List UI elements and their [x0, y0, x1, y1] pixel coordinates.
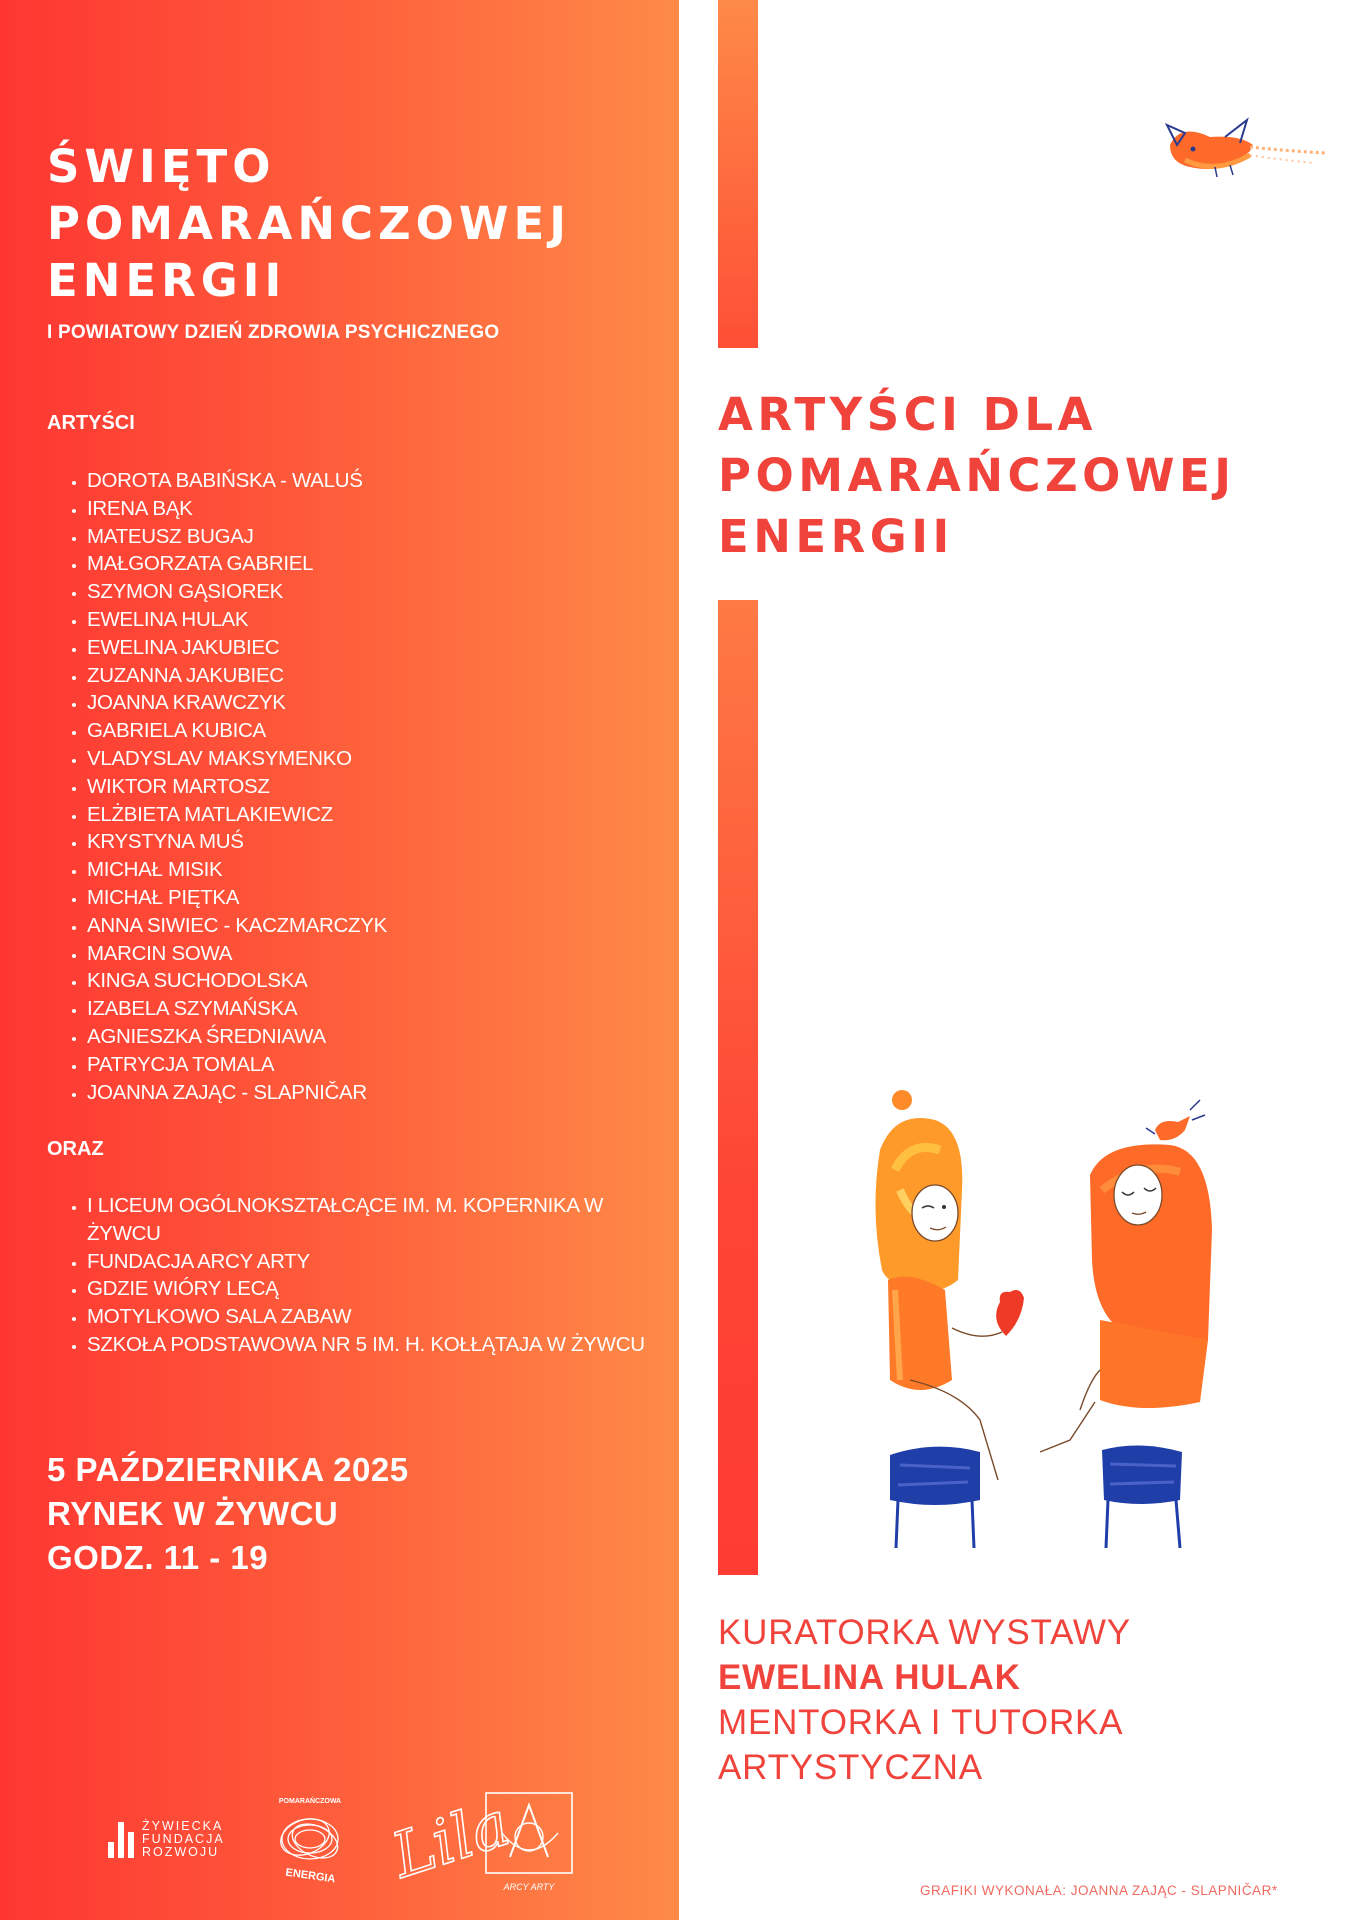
logo-pe-top-text: POMARAŃCZOWA: [278, 1798, 342, 1805]
list-item: • EWELINA JAKUBIEC: [87, 634, 607, 662]
title-line: POMARAŃCZOWEJ: [47, 197, 572, 250]
sponsor-logos: [100, 1785, 600, 1895]
list-item: • EWELINA HULAK: [87, 606, 607, 634]
list-item: • I LICEUM OGÓLNOKSZTAŁCĄCE IM. M. KOPERNIKA W ŻYWCU: [87, 1192, 677, 1248]
graphics-credit: GRAFIKI WYKONAŁA: JOANNA ZAJĄC - SLAPNIČAR*: [920, 1883, 1278, 1898]
event-details: [47, 1448, 409, 1580]
artists-list: [58, 467, 607, 1106]
list-item: • IZABELA SZYMAŃSKA: [87, 995, 607, 1023]
lila-logo: [382, 1785, 518, 1895]
list-item: • SZKOŁA PODSTAWOWA NR 5 IM. H. KOŁŁĄTAJA W ŻYWCU: [87, 1331, 677, 1359]
list-item: • MICHAŁ PIĘTKA: [87, 884, 607, 912]
curator-description: MENTORKA I TUTORKA: [718, 1703, 1124, 1742]
title-line: ŚWIĘTO: [47, 140, 276, 193]
pomaranczowa-energia-logo: [265, 1787, 355, 1892]
accent-bar-bottom: [718, 600, 758, 1575]
list-item: • MICHAŁ MISIK: [87, 856, 607, 884]
list-item: • FUNDACJA ARCY ARTY: [87, 1248, 677, 1276]
title-line: ENERGII: [47, 254, 287, 307]
logo-pe-bottom-text: ENERGIA: [284, 1866, 337, 1886]
arcy-arty-logo-text: ARCY ARTY: [503, 1882, 555, 1892]
list-item: • MAŁGORZATA GABRIEL: [87, 550, 607, 578]
list-item: • ANNA SIWIEC - KACZMARCZYK: [87, 912, 607, 940]
curator-role: KURATORKA WYSTAWY: [718, 1613, 1131, 1652]
list-item: • MATEUSZ BUGAJ: [87, 523, 607, 551]
two-figures-illustration: [840, 1080, 1270, 1555]
logo-text-line: ROZWOJU: [142, 1845, 220, 1859]
list-item: • VLADYSLAV MAKSYMENKO: [87, 745, 607, 773]
exhibition-title: [718, 384, 1236, 567]
list-item: • JOANNA KRAWCZYK: [87, 689, 607, 717]
title-line: POMARAŃCZOWEJ: [718, 449, 1236, 502]
logo-text-line: ŻYWIECKA: [142, 1819, 224, 1833]
curator-name: EWELINA HULAK: [718, 1658, 1021, 1697]
event-subtitle: I POWIATOWY DZIEŃ ZDROWIA PSYCHICZNEGO: [47, 322, 500, 343]
list-item: • MOTYLKOWO SALA ZABAW: [87, 1303, 677, 1331]
list-item: • KRYSTYNA MUŚ: [87, 828, 607, 856]
list-item: • IRENA BĄK: [87, 495, 607, 523]
fox-icon: [1155, 115, 1335, 200]
list-item: • WIKTOR MARTOSZ: [87, 773, 607, 801]
list-item: • SZYMON GĄSIOREK: [87, 578, 607, 606]
title-line: ARTYŚCI DLA: [718, 388, 1097, 441]
artists-label: ARTYŚCI: [47, 412, 135, 434]
event-date: 5 PAŹDZIERNIKA 2025: [47, 1451, 409, 1488]
accent-bar-top: [718, 0, 758, 348]
list-item: • AGNIESZKA ŚREDNIAWA: [87, 1023, 607, 1051]
event-place: RYNEK W ŻYWCU: [47, 1495, 339, 1532]
curator-description: ARTYSTYCZNA: [718, 1748, 983, 1787]
logo-text-line: FUNDACJA: [142, 1832, 225, 1846]
event-title: [47, 138, 571, 309]
list-item: • DOROTA BABIŃSKA - WALUŚ: [87, 467, 607, 495]
list-item: • PATRYCJA TOMALA: [87, 1051, 607, 1079]
oraz-label: ORAZ: [47, 1138, 104, 1160]
bars-icon: [108, 1822, 134, 1858]
curator-info: [718, 1610, 1131, 1790]
list-item: • KINGA SUCHODOLSKA: [87, 967, 607, 995]
list-item: • GDZIE WIÓRY LECĄ: [87, 1275, 677, 1303]
list-item: • GABRIELA KUBICA: [87, 717, 607, 745]
list-item: • MARCIN SOWA: [87, 940, 607, 968]
lila-logo-text: Lila: [383, 1786, 518, 1893]
zywiecka-fundacja-rozwoju-logo: [108, 1820, 225, 1859]
title-line: ENERGII: [718, 510, 954, 563]
list-item: • JOANNA ZAJĄC - SLAPNIČAR: [87, 1079, 607, 1107]
arcy-arty-logo: [480, 1787, 580, 1895]
oraz-list: [58, 1192, 677, 1359]
list-item: • ELŻBIETA MATLAKIEWICZ: [87, 801, 607, 829]
list-item: • ZUZANNA JAKUBIEC: [87, 662, 607, 690]
event-hours: GODZ. 11 - 19: [47, 1539, 269, 1576]
